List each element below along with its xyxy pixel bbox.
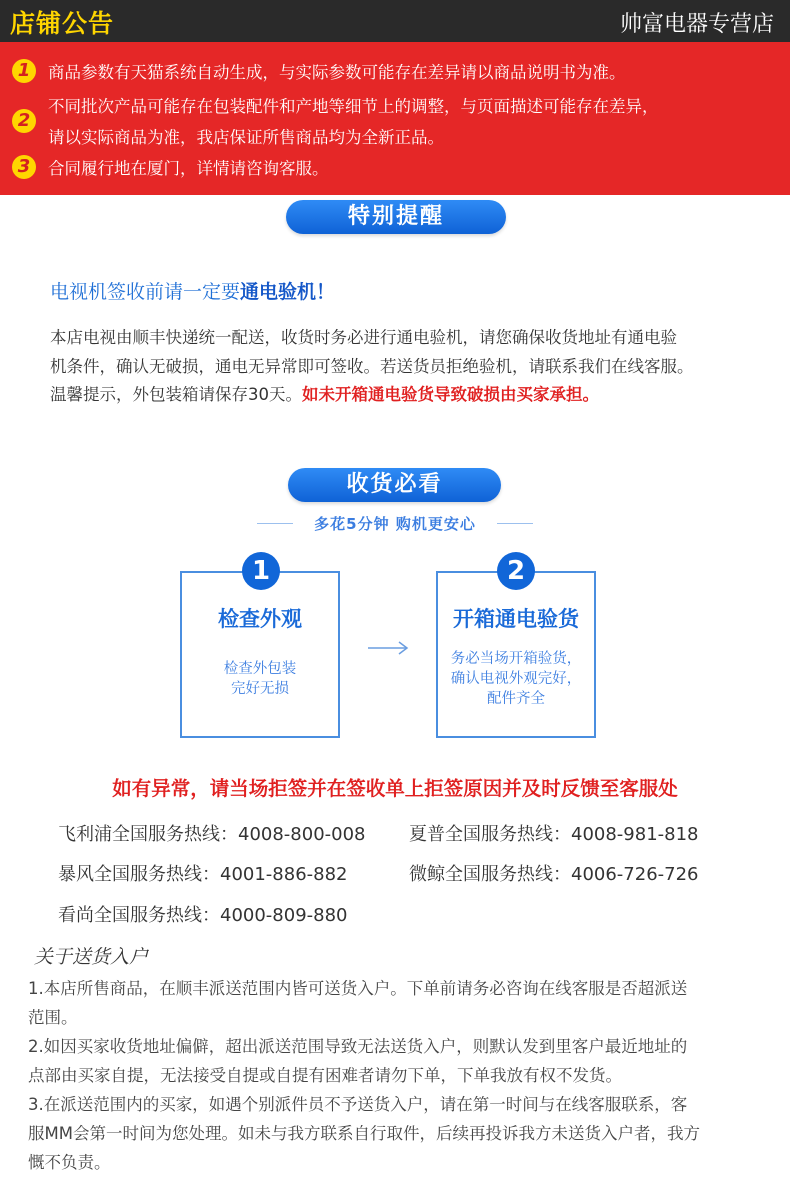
number-badge-1: 1: [12, 59, 36, 83]
tv-inspection-notice: [50, 277, 335, 304]
reminder-paragraph-line-1: 本店电视由顺丰快递统一配送，收货时务必进行通电验机，请您确保收货地址有通电验: [50, 328, 677, 347]
notice-panel: [0, 42, 790, 195]
tv-notice-emphasis: 通电验机！: [240, 281, 336, 303]
reminder-tip: 温馨提示，外包装箱请保存30天。: [50, 385, 302, 404]
announcement-title: 店铺公告: [10, 9, 115, 38]
hotline-sharp: [409, 820, 699, 846]
step-card-1: [180, 571, 340, 738]
arrow-right-icon: [366, 640, 410, 656]
step-1-title: 检查外观: [218, 607, 302, 631]
step-2-number: 2: [497, 552, 535, 590]
hotline-number: 4001-886-882: [220, 864, 348, 885]
step-2-desc-line-1: 务必当场开箱验货，: [450, 651, 582, 667]
notice-item-3: 合同履行地在厦门，详情请咨询客服。: [48, 159, 329, 178]
notice-item-1: 商品参数有天猫系统自动生成，与实际参数可能存在差异请以商品说明书为准。: [48, 63, 626, 82]
hotline-kktv: [58, 901, 348, 927]
delivery-line: 慨不负责。: [28, 1153, 111, 1172]
notice-item-2-line-2: 请以实际商品为准，我店保证所售商品均为全新正品。: [48, 128, 444, 147]
delivery-line: 服MM会第一时间为您处理。如未与我方联系自行取件，后续再投诉我方未送货入户者，我方: [28, 1124, 700, 1143]
delivery-line: 2.如因买家收货地址偏僻，超出派送范围导致无法送货入户，则默认发到里客户最近地址的: [28, 1037, 688, 1056]
reminder-paragraph-line-3: [50, 381, 599, 405]
store-header: [0, 0, 790, 42]
hotline-number: 4006-726-726: [571, 864, 699, 885]
delivery-line: 范围。: [28, 1008, 78, 1027]
reminder-liability-warning: 如未开箱通电验货导致破损由买家承担。: [302, 385, 599, 404]
hotline-number: 4008-981-818: [571, 824, 699, 845]
hotline-storm: [58, 860, 348, 886]
special-reminder-heading: 特别提醒: [286, 200, 506, 234]
delivery-line: 1.本店所售商品，在顺丰派送范围内皆可送货入户。下单前请务必咨询在线客服是否超派送: [28, 979, 688, 998]
delivery-section-title: 关于送货入户: [34, 946, 149, 968]
reminder-paragraph-line-2: 机条件，确认无破损，通电无异常即可签收。若送货员拒绝验机，请联系我们在线客服。: [50, 357, 694, 376]
hotline-whaley: [409, 860, 699, 886]
receive-subtitle: 多花5分钟 购机更安心: [314, 515, 476, 533]
receive-heading: 收货必看: [288, 468, 501, 502]
step-2-desc-line-3: 配件齐全: [487, 691, 545, 707]
hotline-label: 微鲸全国服务热线：: [409, 864, 571, 885]
hotline-label: 暴风全国服务热线：: [58, 864, 220, 885]
hotline-philips: [58, 820, 366, 846]
step-card-2: [436, 571, 596, 738]
hotline-label: 飞利浦全国服务热线：: [58, 824, 238, 845]
hotline-number: 4000-809-880: [220, 905, 348, 926]
notice-item-2-line-1: 不同批次产品可能存在包装配件和产地等细节上的调整，与页面描述可能存在差异，: [48, 97, 659, 116]
hotline-label: 看尚全国服务热线：: [58, 905, 220, 926]
hotline-number: 4008-800-008: [238, 824, 366, 845]
hotline-label: 夏普全国服务热线：: [409, 824, 571, 845]
number-badge-2: 2: [12, 109, 36, 133]
number-badge-3: 3: [12, 155, 36, 179]
step-1-number: 1: [242, 552, 280, 590]
exception-warning: 如有异常，请当场拒签并在签收单上拒签原因并及时反馈至客服处: [112, 777, 678, 800]
step-2-title: 开箱通电验货: [453, 607, 579, 631]
delivery-line: 点部由买家自提，无法接受自提或自提有困难者请勿下单，下单我放有权不发货。: [28, 1066, 622, 1085]
tv-notice-prefix: 电视机签收前请一定要: [50, 281, 241, 303]
step-2-desc-line-2: 确认电视外观完好，: [450, 671, 582, 687]
store-name: 帅富电器专营店: [619, 12, 774, 37]
step-1-desc-line-1: 检查外包装: [223, 661, 297, 677]
delivery-line: 3.在派送范围内的买家，如遇个别派件员不予送货入户，请在第一时间与在线客服联系，客: [28, 1095, 688, 1114]
step-1-desc-line-2: 完好无损: [231, 681, 289, 697]
